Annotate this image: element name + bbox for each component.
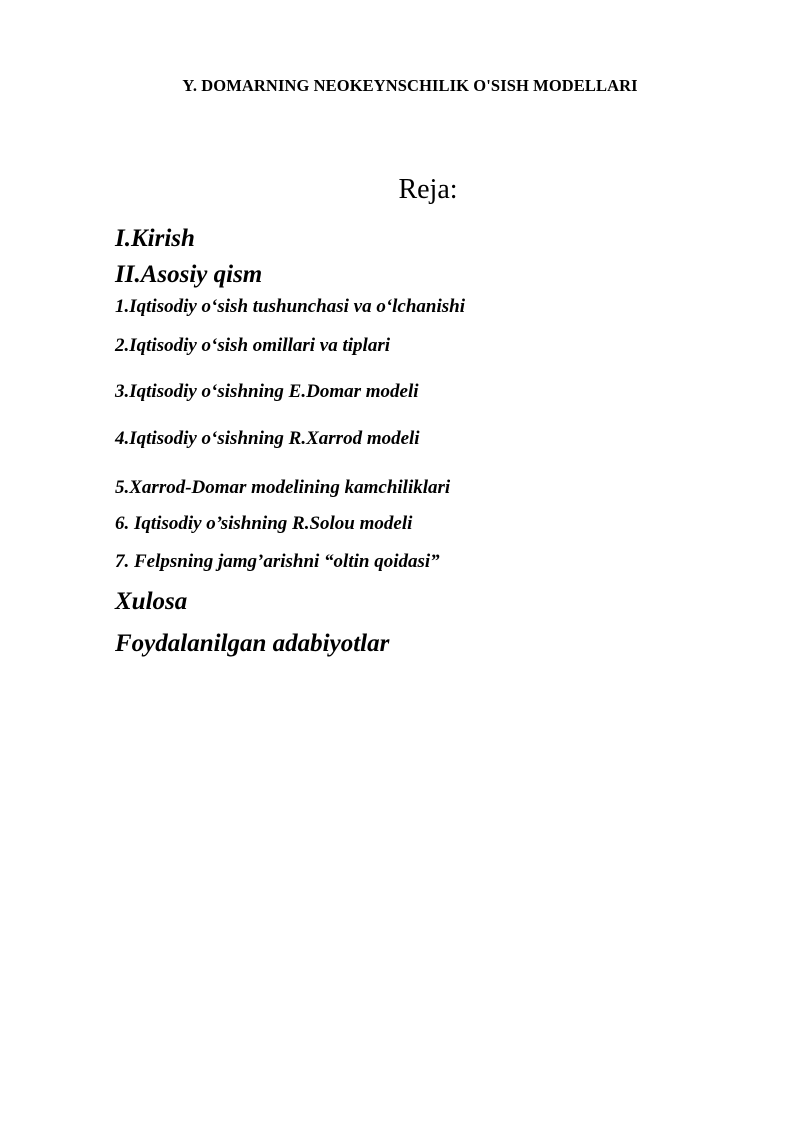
plan-heading: Reja: [398,174,458,205]
subsection-item: 6. Iqtisodiy o’sishning R.Solou modeli [115,513,413,534]
section-main: II.Asosiy qism [115,261,263,288]
section-conclusion: Xulosa [115,588,188,615]
document-title: Y. DOMARNING NEOKEYNSCHILIK O'SISH MODELLARI [182,76,638,95]
subsection-item: 5.Xarrod-Domar modelining kamchiliklari [115,477,451,498]
subsection-item: 1.Iqtisodiy o‘sish tushunchasi va o‘lchanishi [115,296,466,317]
section-intro: I.Kirish [115,225,195,252]
section-references: Foydalanilgan adabiyotlar [115,630,390,657]
subsection-item: 2.Iqtisodiy o‘sish omillari va tiplari [115,335,390,356]
subsection-item: 4.Iqtisodiy o‘sishning R.Xarrod modeli [115,428,420,449]
subsection-item: 3.Iqtisodiy o‘sishning E.Domar modeli [115,381,419,402]
subsection-item: 7. Felpsning jamg’arishni “oltin qoidasi” [115,551,440,572]
